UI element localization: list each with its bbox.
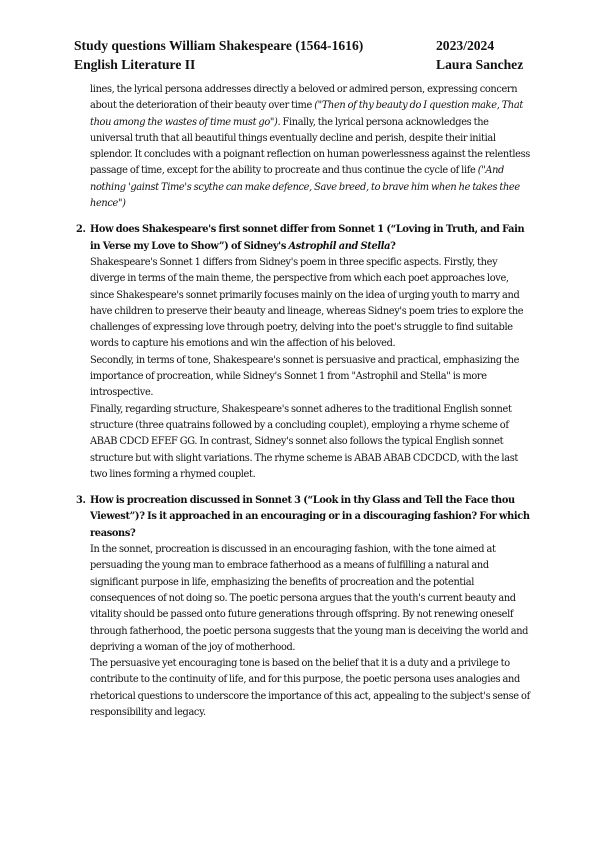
work-title: Astrophil and Stella xyxy=(288,240,391,252)
sonnet-quote: ("Then of thy beauty do I question make, That thou among the wastes of time must go"). xyxy=(90,100,523,128)
author-name: Laura Sanchez xyxy=(436,57,524,72)
answer-paragraph: Finally, regarding structure, Shakespeare's sonnet adheres to the traditional English sonnet structure (three quatrains followed by a concluding couplet), employing a rhyme scheme of ABAB CDCD EFEF GG. In contrast, Sidney's sonnet also follows the typical English sonnet structure but with slight variations. The rhyme scheme is ABAB ABAB CDCDCD, with the last two lines forming a rhymed couplet. xyxy=(90,403,518,480)
question-number: 3. xyxy=(76,495,86,507)
sonnet-quote: ("And nothing 'gainst Time's scythe can make defence, Save breed, to brave him when he takes thee hence") xyxy=(90,165,520,210)
question-2 xyxy=(76,222,530,483)
answer-paragraph: Shakespeare's Sonnet 1 differs from Sidney's poem in three specific aspects. Firstly, they diverge in terms of the main theme, the perspective from which each poet approaches love, since Shakespeare's sonnet primarily focuses mainly on the idea of urging youth to marry and have children to preserve their beauty and lineage, whereas Sidney's poem tries to explore the challenges of expressing love through poetry, delving into the poet's struggle to find suitable words to capture his emotions and win the affection of his beloved. xyxy=(90,256,524,350)
document-title: Study questions William Shakespeare (1564-1616) xyxy=(74,38,364,53)
answer-1-continuation: lines, the lyrical persona addresses directly a beloved or admired person, expressing concern about the deterioration of their beauty over time ("Then of thy beauty do I question make, That thou among the wastes of time must go"). Finally, the lyrical persona acknowledges the universal truth that all beautiful things eventually decline and perish, despite their initial splendor. It concludes with a poignant reflection on human powerlessness against the relentless passage of time, except for the ability to procreate and thus continue the cycle of life ("And nothing 'gainst Time's scythe can make defence, Save breed, to brave him when he takes thee hence") xyxy=(90,84,530,210)
question-title: How is procreation discussed in Sonnet 3 (“Look in thy Glass and Tell the Face thou Viewest”)? Is it approached in an encouraging or in a discouraging fashion? For which reasons? xyxy=(90,495,530,539)
question-title: How does Shakespeare's first sonnet differ from Sonnet 1 (“Loving in Truth, and Fain in Verse my Love to Show”) of Sidney's Astrophil and Stella? xyxy=(90,224,525,252)
answer-paragraph: Secondly, in terms of tone, Shakespeare's sonnet is persuasive and practical, emphasizing the importance of procreation, while Sidney's Sonnet 1 from "Astrophil and Stella" is more introspective. xyxy=(90,354,520,399)
academic-year: 2023/2024 xyxy=(436,38,495,53)
question-number: 2. xyxy=(76,224,86,236)
answer-paragraph: In the sonnet, procreation is discussed in an encouraging fashion, with the tone aimed at persuading the young man to embrace fatherhood as a means of fulfilling a natural and significant purpose in life, emphasizing the benefits of procreation and the potential consequences of not doing so. The poetic persona argues that the youth's current beauty and vitality should be passed onto future generations through offspring. By not renewing oneself through fatherhood, the poetic persona suggests that the young man is deceiving the world and depriving a woman of the joy of motherhood. xyxy=(90,544,529,653)
question-3 xyxy=(76,493,530,721)
course-name: English Literature II xyxy=(74,57,196,72)
page-header xyxy=(74,36,530,74)
document-body xyxy=(76,82,530,721)
answer-paragraph: The persuasive yet encouraging tone is based on the belief that it is a duty and a privilege to contribute to the continuity of life, and for this purpose, the poetic persona uses analogies and rhetorical questions to underscore the importance of this act, appealing to the subject's sense of responsibility and legacy. xyxy=(90,658,530,718)
